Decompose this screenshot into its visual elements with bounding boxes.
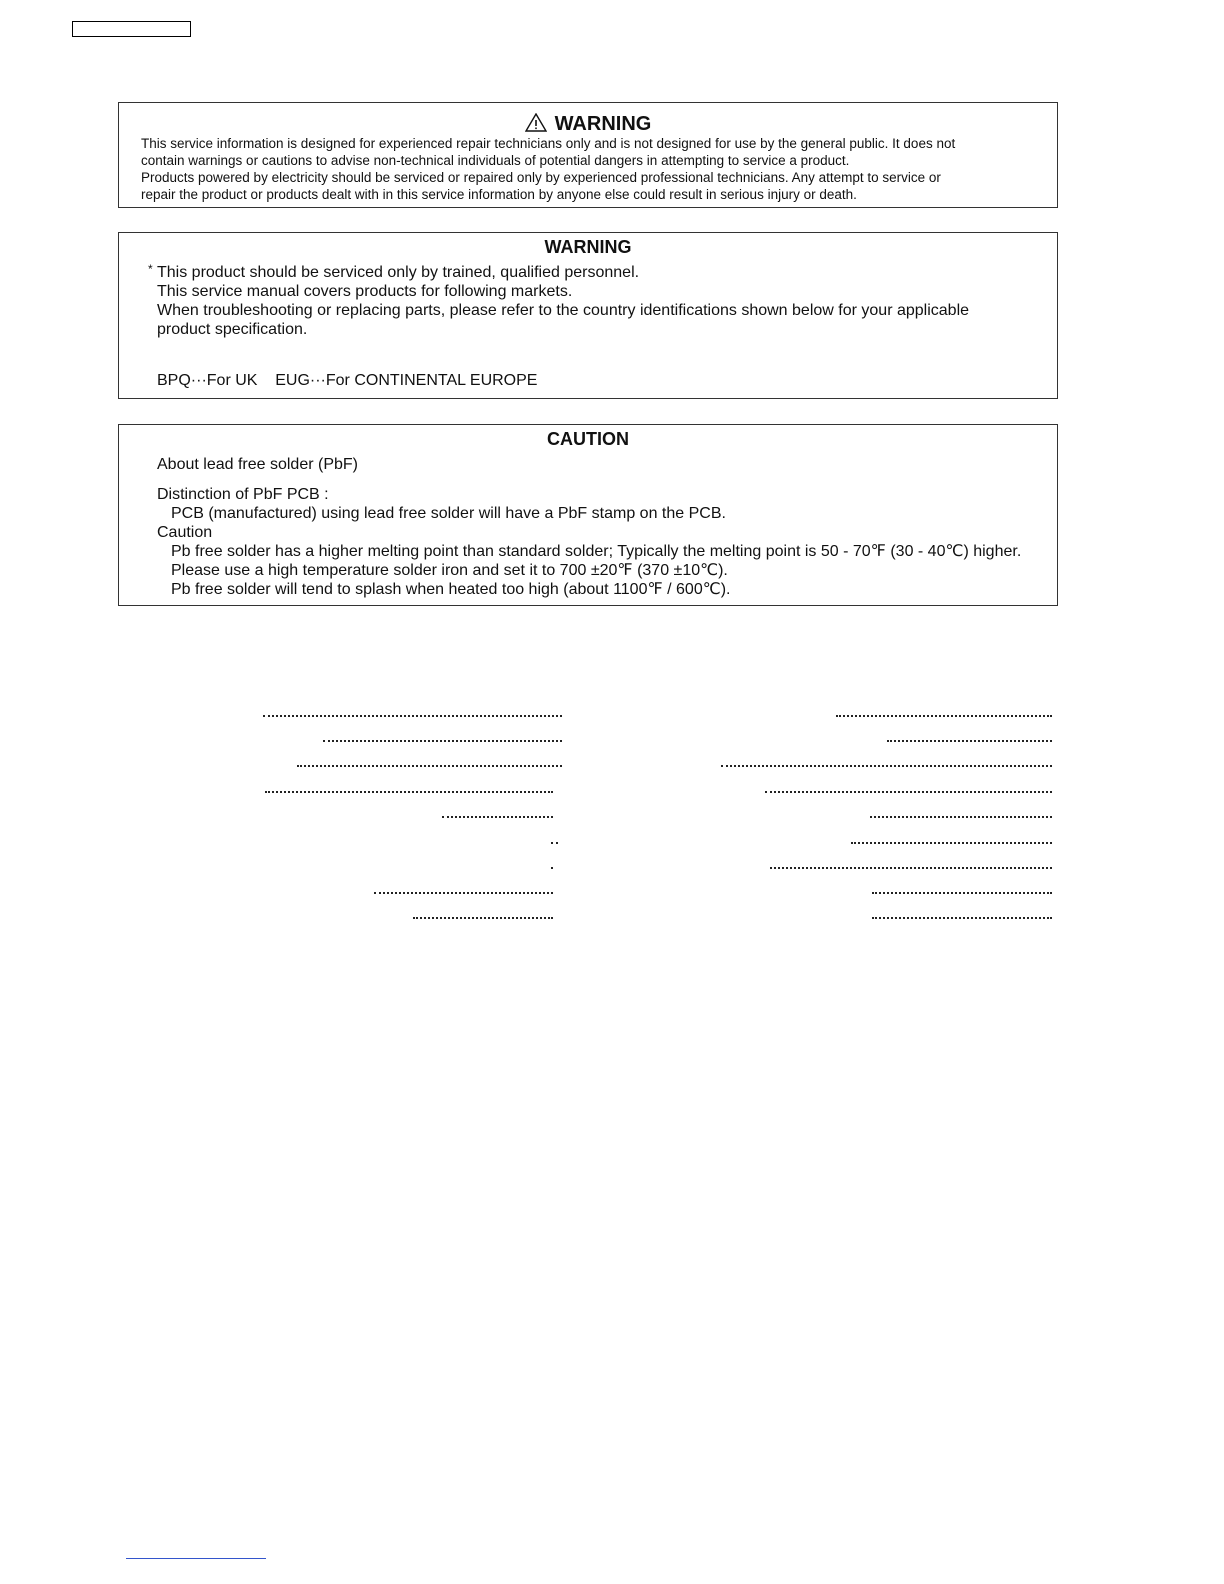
service-warning-panel bbox=[118, 102, 1058, 208]
pcb-line: PCB (manufactured) using lead free solder will have a PbF stamp on the PCB. bbox=[171, 505, 726, 522]
toc-leader bbox=[442, 816, 553, 818]
header-box bbox=[72, 21, 191, 37]
toc-leader bbox=[851, 842, 1052, 844]
caution-line-3: Pb free solder will tend to splash when heated too high (about 1100℉ / 600℃). bbox=[171, 581, 731, 598]
toc-leader bbox=[323, 740, 562, 742]
toc-leader bbox=[551, 842, 558, 844]
personnel-line: This product should be serviced only by trained, qualified personnel. bbox=[157, 264, 640, 281]
warning-title-2: WARNING bbox=[544, 237, 632, 257]
toc-leader bbox=[872, 917, 1052, 919]
warning-line-3: Products powered by electricity should be serviced or repaired only by experienced professional technicians. Any attempt to service or bbox=[141, 170, 941, 185]
markets-line: This service manual covers products for following markets. bbox=[157, 283, 573, 300]
caution-panel bbox=[118, 424, 1058, 606]
warning-triangle-icon bbox=[525, 113, 547, 132]
warning-heading bbox=[119, 113, 1057, 135]
warning-line-1: This service information is designed for experienced repair technicians only and is not designed for use by the general public. It does not bbox=[141, 136, 956, 151]
market-warning-panel bbox=[118, 232, 1058, 399]
toc-leader bbox=[770, 867, 1052, 869]
warning-line-4: repair the product or products dealt with in this service information by anyone else could result in serious injury or death. bbox=[141, 187, 857, 202]
specification-line: product specification. bbox=[157, 321, 308, 338]
asterisk-mark: * bbox=[148, 262, 153, 276]
toc-leader bbox=[765, 791, 1052, 793]
footer-link-line bbox=[126, 1558, 266, 1559]
troubleshooting-line: When troubleshooting or replacing parts, please refer to the country identifications shown below for your applicable bbox=[157, 302, 970, 319]
warning-line-2: contain warnings or cautions to advise non-technical individuals of potential dangers in attempting to service a product. bbox=[141, 153, 850, 168]
toc-leader bbox=[413, 917, 553, 919]
toc-leader bbox=[265, 791, 553, 793]
caution-title: CAUTION bbox=[547, 429, 629, 449]
toc-leader bbox=[887, 740, 1052, 742]
market-codes: BPQ···For UK EUG···For CONTINENTAL EUROPE bbox=[157, 372, 538, 389]
toc-leader bbox=[297, 765, 562, 767]
lead-free-heading: About lead free solder (PbF) bbox=[157, 456, 358, 473]
caution-label: Caution bbox=[157, 524, 213, 541]
toc-leader bbox=[872, 892, 1052, 894]
toc-leader bbox=[263, 715, 562, 717]
warning-title: WARNING bbox=[554, 113, 652, 135]
caution-line-1: Pb free solder has a higher melting point than standard solder; Typically the melting point is 50 - 70℉ (30 - 40℃) higher. bbox=[171, 543, 1022, 560]
toc-leader bbox=[836, 715, 1052, 717]
toc-leader bbox=[870, 816, 1052, 818]
toc-leader bbox=[551, 867, 553, 869]
caution-line-2: Please use a high temperature solder iron and set it to 700 ±20℉ (370 ±10℃). bbox=[171, 562, 728, 579]
toc-leader bbox=[374, 892, 553, 894]
distinction-heading: Distinction of PbF PCB : bbox=[157, 486, 329, 503]
toc-leader bbox=[721, 765, 1052, 767]
